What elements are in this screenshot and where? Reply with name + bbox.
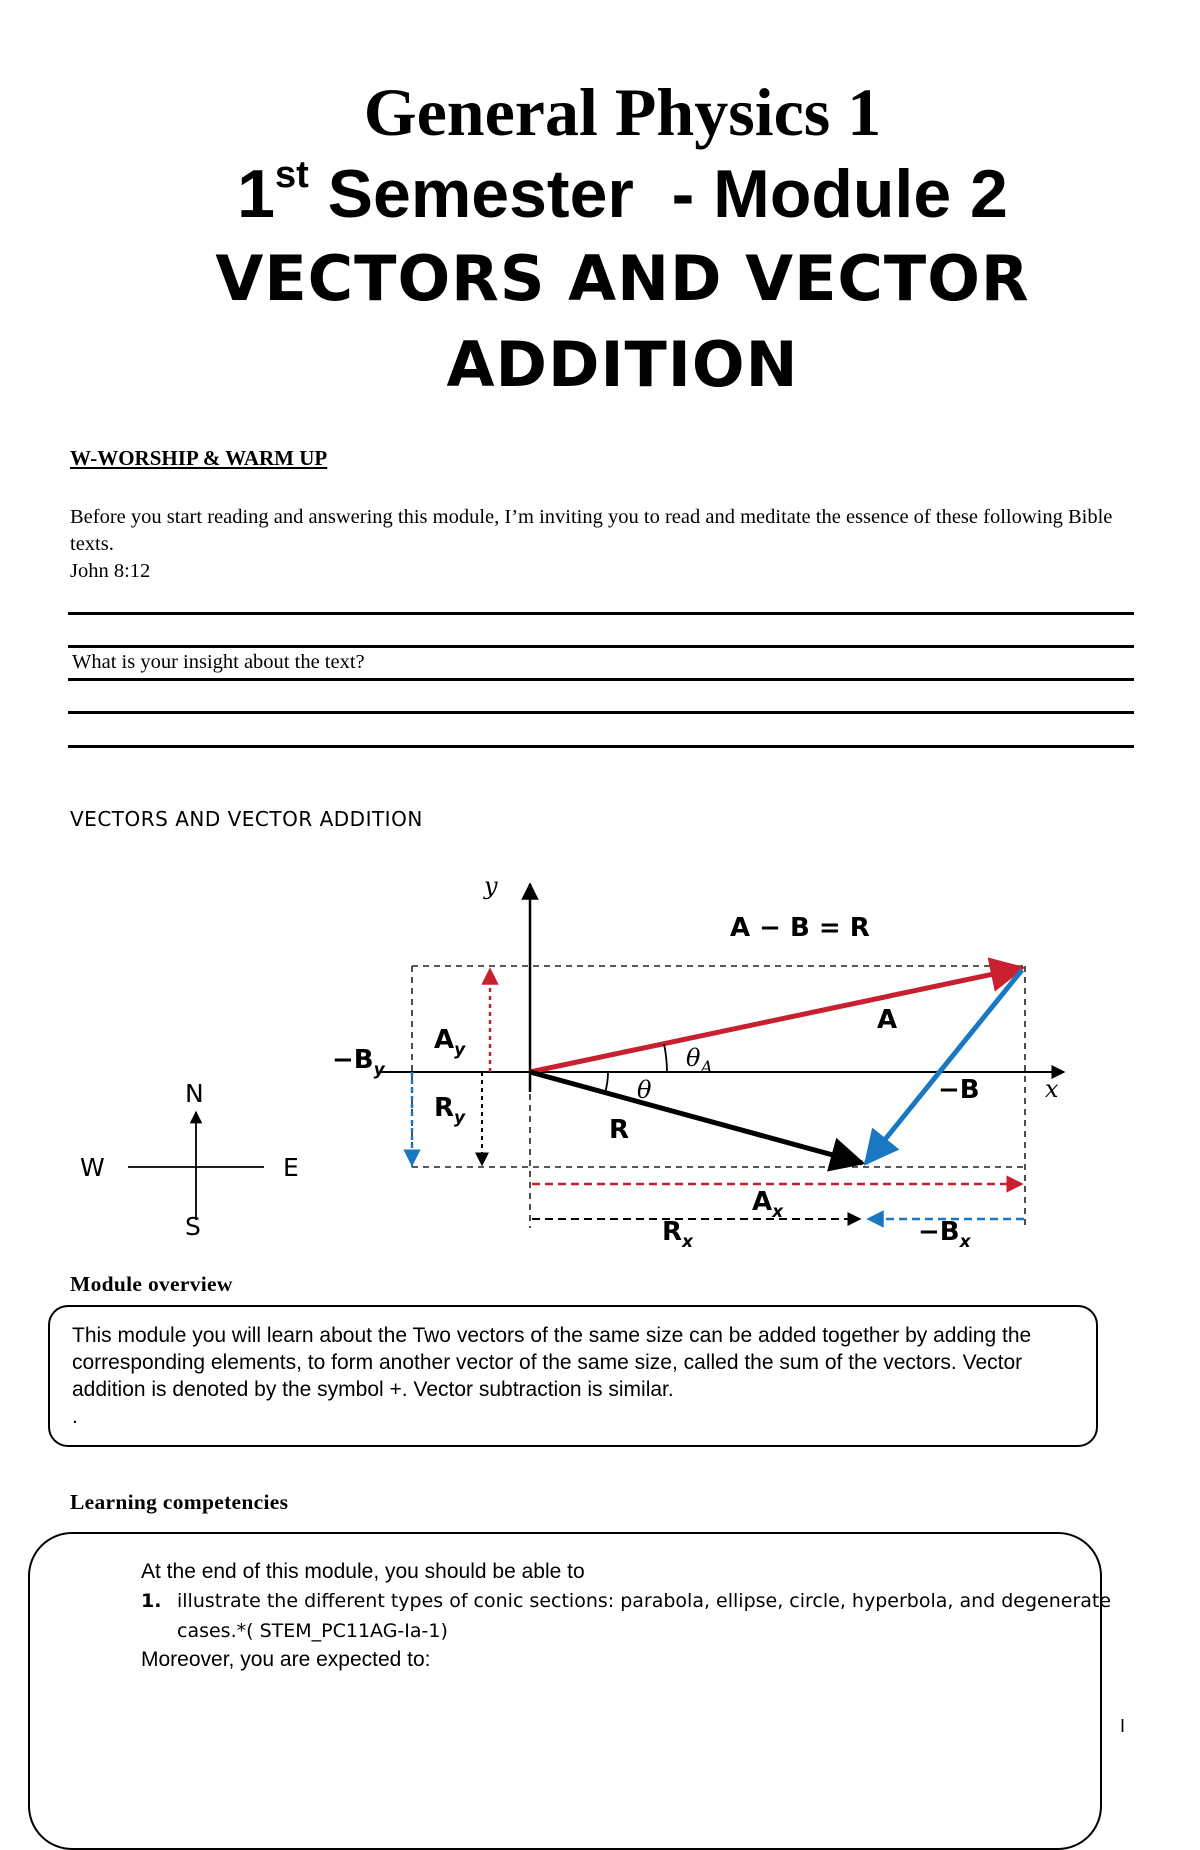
- worship-intro: [70, 504, 1145, 585]
- compass-rose: [80, 1079, 299, 1241]
- section-title: VECTORS AND VECTOR ADDITION: [70, 807, 423, 831]
- theta-a-label: $\theta_A$: [686, 1044, 713, 1078]
- competency-number: 1.: [141, 1590, 162, 1612]
- topic-title-line1: VECTORS AND VECTOR: [215, 242, 1030, 315]
- worship-heading: W-WORSHIP & WARM UP: [70, 446, 328, 470]
- competencies-content: [141, 1558, 1141, 1674]
- answer-line: [68, 612, 1134, 615]
- answer-line: [68, 678, 1134, 681]
- ax-label: $A_x$: [752, 1187, 784, 1222]
- answer-line: [68, 711, 1134, 714]
- vector-a-label: A: [877, 1005, 898, 1035]
- neg-by-label: $-B_y$: [332, 1045, 385, 1080]
- ry-label: $R_y$: [434, 1093, 466, 1128]
- theta-label: θ: [637, 1076, 652, 1104]
- semester-module-title: 1st Semester - Module 2: [237, 154, 1008, 232]
- page-number: I: [1120, 1716, 1126, 1736]
- vector-r-label: R: [609, 1115, 630, 1145]
- competency-item: [141, 1586, 1141, 1646]
- compass-n: N: [185, 1079, 204, 1108]
- module-title: [0, 72, 1200, 408]
- competency-text: illustrate the different types of conic sections: parabola, ellipse, circle, hyperbola, and degenerate cases.*( STEM_PC11AG-Ia-1): [177, 1590, 1112, 1642]
- neg-bx-label: $-B_x$: [918, 1217, 971, 1252]
- answer-line: [68, 745, 1134, 748]
- rx-label: $R_x$: [662, 1217, 693, 1252]
- guide-lines: [412, 966, 1025, 1228]
- vector-neg-b-label: −B: [938, 1075, 980, 1105]
- overview-heading: Module overview: [70, 1272, 233, 1296]
- vector-r: [530, 1072, 862, 1163]
- y-axis-label: y: [484, 872, 498, 900]
- competencies-lead: At the end of this module, you should be able to: [141, 1560, 585, 1583]
- competencies-more: Moreover, you are expected to:: [141, 1648, 431, 1671]
- theta-arc: [605, 1072, 608, 1093]
- equation-label: A − B = R: [730, 913, 870, 943]
- topic-title-line2: ADDITION: [446, 328, 799, 401]
- worship-intro-text: Before you start reading and answering this module, I’m inviting you to read and meditate the essence of these following Bible texts.: [70, 506, 1113, 555]
- compass-e: E: [283, 1153, 299, 1182]
- answer-line: [68, 645, 1134, 648]
- vector-a: [530, 968, 1022, 1072]
- vector-neg-b: [866, 970, 1022, 1163]
- x-axis-label: x: [1045, 1075, 1059, 1103]
- ay-label: $A_y$: [434, 1025, 466, 1060]
- course-title: General Physics 1: [363, 74, 882, 150]
- bible-verse: John 8:12: [70, 560, 151, 582]
- overview-dot: .: [72, 1405, 78, 1428]
- overview-text: This module you will learn about the Two vectors of the same size can be added together by adding the corresponding elements, to form another vector of the same size, called the sum of the vectors. Vector addition is denoted by the symbol +. Vector subtraction is similar.: [72, 1324, 1032, 1401]
- competencies-heading: Learning competencies: [70, 1490, 289, 1514]
- vector-diagram: [60, 860, 1080, 1260]
- overview-box: [48, 1305, 1098, 1447]
- theta-a-arc: [664, 1044, 667, 1072]
- insight-question: What is your insight about the text?: [72, 651, 365, 673]
- compass-s: S: [185, 1212, 201, 1241]
- compass-w: W: [80, 1153, 105, 1182]
